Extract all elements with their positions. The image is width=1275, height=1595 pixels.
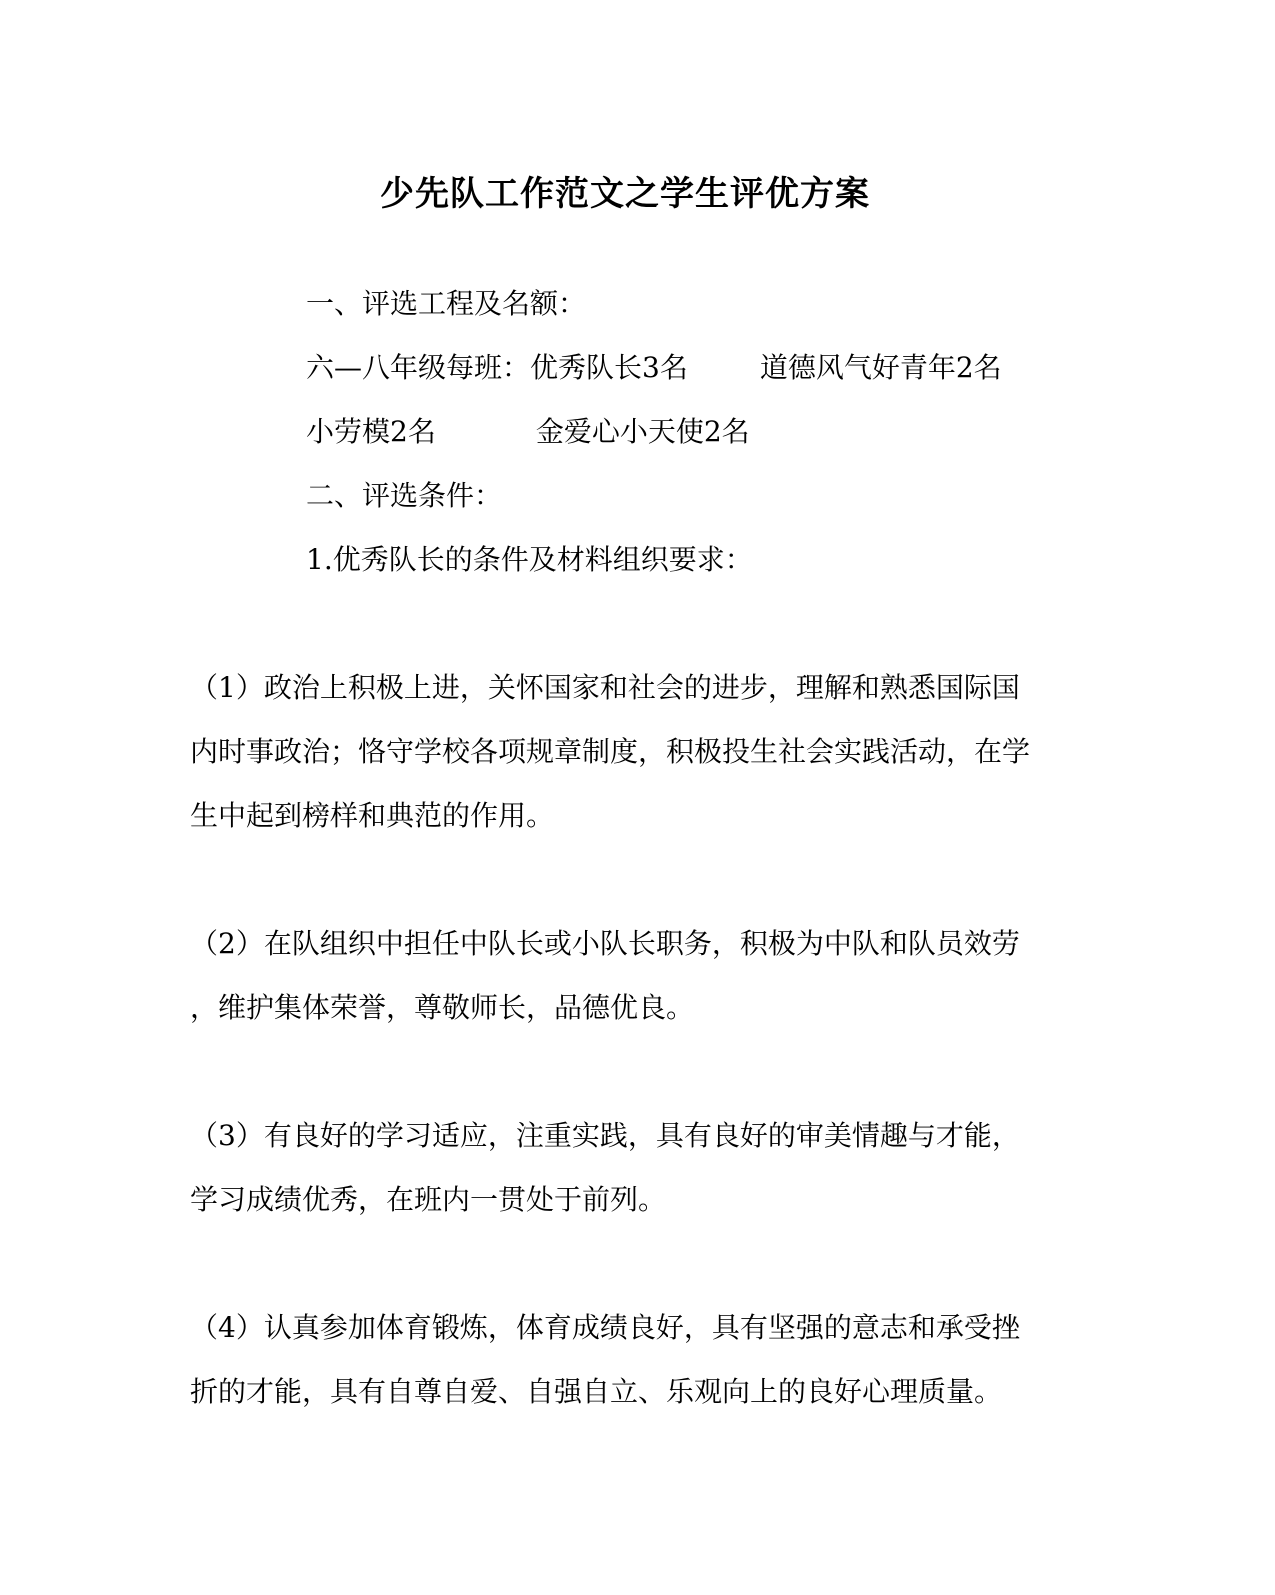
- quota-moral-youth: 道德风气好青年2名: [759, 351, 1002, 384]
- subsection-heading-captain: 1.优秀队长的条件及材料组织要求：: [306, 543, 753, 576]
- quota-excellent-captain: 六—八年级每班：优秀队长3名: [306, 351, 688, 384]
- quota-little-model-worker: 小劳模2名: [306, 415, 436, 448]
- criteria-item-1-line-2: 内时事政治；恪守学校各项规章制度，积极投生社会实践活动，在学: [190, 735, 1031, 768]
- document-title: 少先队工作范文之学生评优方案: [380, 174, 870, 214]
- criteria-item-1-line-1: （1）政治上积极上进，关怀国家和社会的进步，理解和熟悉国际国: [190, 671, 1020, 704]
- section-heading-criteria: 二、评选条件：: [306, 479, 503, 512]
- criteria-item-2: [190, 912, 1060, 1040]
- quota-love-angel: 金爱心小天使2名: [535, 415, 750, 448]
- criteria-item-3-line-1: （3）有良好的学习适应，注重实践，具有良好的审美情趣与才能，: [190, 1119, 1020, 1152]
- criteria-item-4-line-2: 折的才能，具有自尊自爱、自强自立、乐观向上的良好心理质量。: [190, 1375, 1003, 1408]
- section-heading-quota: 一、评选工程及名额：: [306, 287, 587, 320]
- quota-line-1: [306, 348, 1002, 388]
- criteria-item-4: [190, 1296, 1060, 1424]
- criteria-item-2-line-2: ，维护集体荣誉，尊敬师长，品德优良。: [190, 991, 695, 1024]
- criteria-item-3-line-2: 学习成绩优秀，在班内一贯处于前列。: [190, 1183, 667, 1216]
- criteria-item-3: [190, 1104, 1060, 1232]
- criteria-item-2-line-1: （2）在队组织中担任中队长或小队长职务，积极为中队和队员效劳: [190, 927, 1020, 960]
- quota-line-2: [306, 412, 750, 452]
- criteria-item-1-line-3: 生中起到榜样和典范的作用。: [190, 799, 555, 832]
- criteria-item-4-line-1: （4）认真参加体育锻炼，体育成绩良好，具有坚强的意志和承受挫: [190, 1311, 1020, 1344]
- criteria-item-1: [190, 656, 1060, 848]
